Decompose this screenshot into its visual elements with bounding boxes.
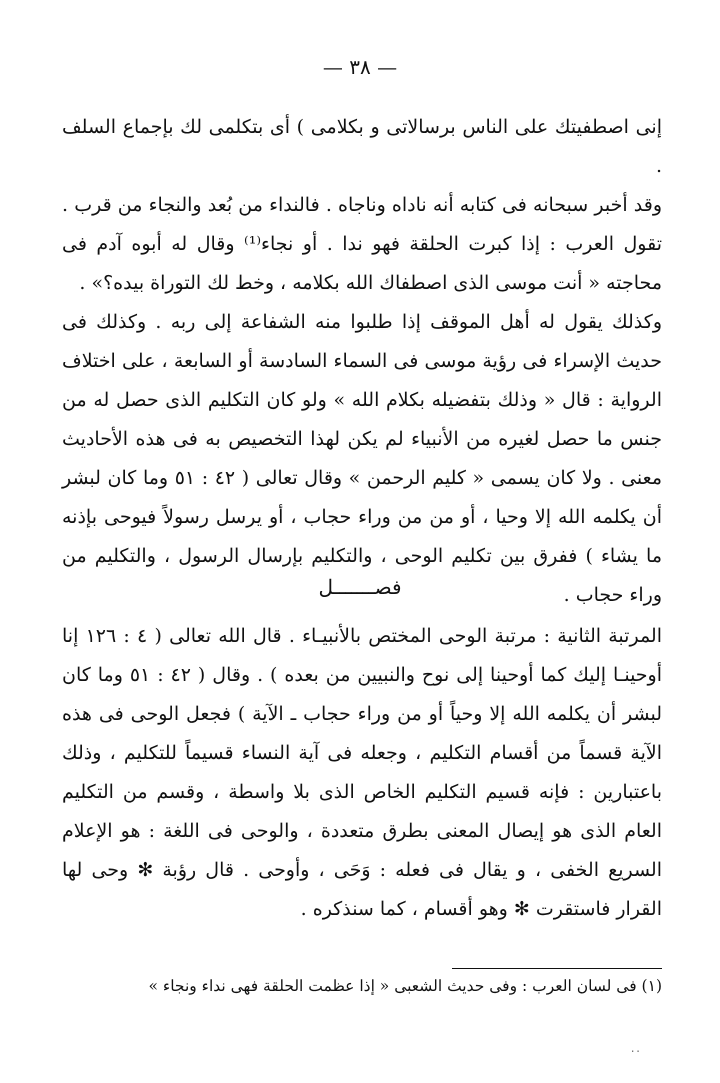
- paragraph-2: وقد أخبر سبحانه فى كتابه أنه ناداه وناجاه . فالنداء من بُعد والنجاء من قرب . تقول العرب : إذا كبرت الحلقة فهو ندا . أو نجاء⁽¹⁾ وقال له أبوه آدم فى محاجته « أنت موسى الذى اصطفاك الله بكلامه ، وخط لك التوراة بيده؟» .: [62, 194, 663, 294]
- corner-mark: ٠٠: [630, 1046, 641, 1057]
- paragraph-1: إنى اصطفيتك على الناس برسالاتى و بكلامى ) أى بتكلمى لك بإجماع السلف .: [62, 116, 662, 177]
- section-heading: فصـــــــل: [318, 575, 402, 599]
- body-text-before-section: [62, 108, 662, 615]
- page-number-header: — ٣٨ —: [322, 55, 398, 79]
- footnote-divider: [452, 968, 662, 969]
- footnote: (١) فى لسان العرب : وفى حديث الشعبى « إذا عظمت الحلقة فهى نداء ونجاء »: [148, 977, 662, 995]
- paragraph-3: وكذلك يقول له أهل الموقف إذا طلبوا منه الشفاعة إلى ربه . وكذلك فى حديث الإسراء فى رؤية موسى فى السماء السادسة أو السابعة ، على اختلاف الرواية : قال « وذلك بتفضيله بكلام الله » ولو كان التكليم الذى حصل له من جنس ما حصل لغيره من الأنبياء لم يكن لهذا التخصيص به فى هذه الأحاديث معنى . ولا كان يسمى « كليم الرحمن » وقال تعالى ( ٤٢ : ٥١ وما كان لبشر أن يكلمه الله إلا وحيا ، أو من من وراء حجاب ، أو يرسل رسولاً فيوحى بإذنه ما يشاء ) ففرق بين تكليم الوحى ، والتكليم بإرسال الرسول ، والتكليم من وراء حجاب .: [62, 311, 662, 606]
- paragraph-4: المرتبة الثانية : مرتبة الوحى المختص بالأنبيـاء . قال الله تعالى ( ٤ : ١٢٦ إنا أوحينـا إليك كما أوحينا إلى نوح والنبيين من بعده ) . وقال ( ٤٢ : ٥١ وما كان لبشر أن يكلمه الله إلا وحياً أو من وراء حجاب ـ الآية ) فجعل الوحى فى هذه الآية قسماً من أقسام التكليم ، وجعله فى آية النساء قسيماً للتكليم ، وذلك باعتبارين : فإنه قسيم التكليم الخاص الذى بلا واسطة ، وقسم من التكليم العام الذى هو إيصال المعنى بطرق متعددة ، والوحى فى اللغة : هو الإعلام السريع الخفى ، و يقال فى فعله : وَحَى ، وأوحى . قال رؤبة ✻ وحى لها القرار فاستقرت ✻ وهو أقسام ، كما سنذكره .: [62, 625, 663, 920]
- body-text-after-section: [62, 617, 662, 929]
